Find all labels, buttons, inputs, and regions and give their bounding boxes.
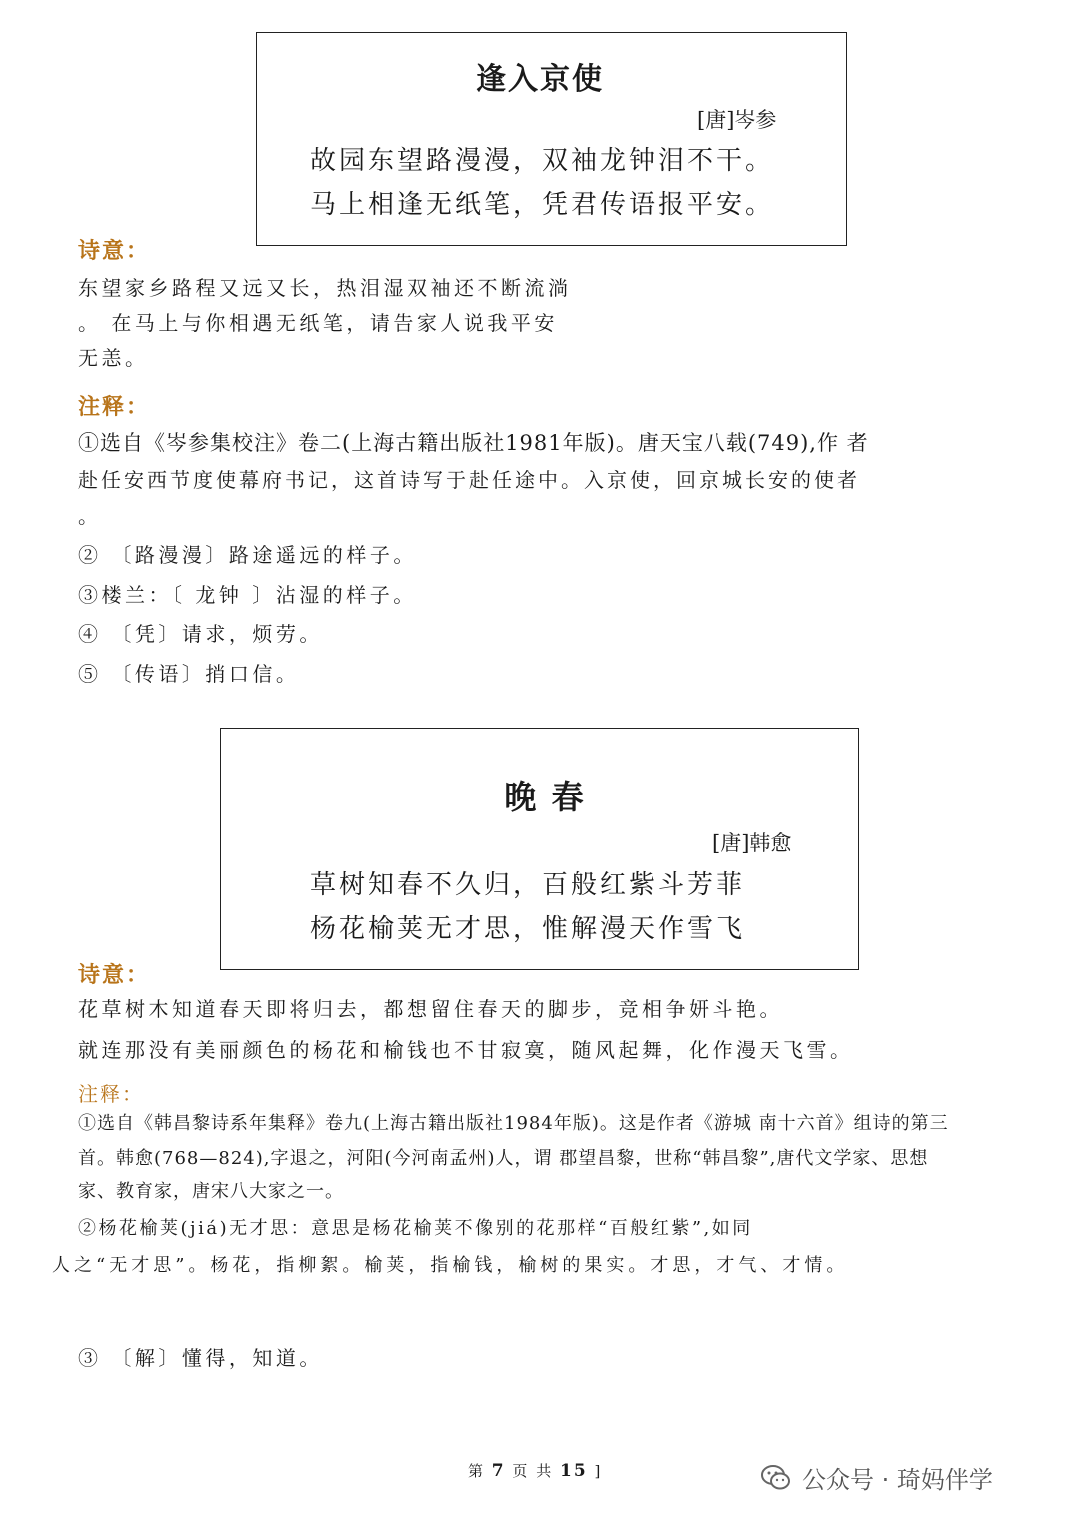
poem1-meaning-line-3: 无恙。 [78,346,149,370]
page-prefix: 第 [468,1462,486,1480]
page-mid: 页 共 [512,1462,554,1480]
poem1-line-2: 马上相逢无纸笔，凭君传语报平安。 [310,190,775,220]
poem2-note-line-4: ②杨花榆荚(jiá)无才思：意思是杨花榆荚不像别的花那样“百般红紫”,如同 [78,1218,753,1239]
poem1-note-line-6: ④ 〔凭〕请求，烦劳。 [78,622,323,646]
page-suffix: ] [594,1462,603,1480]
wechat-icon [760,1462,792,1494]
poem1-note-line-4: ② 〔路漫漫〕路途遥远的样子。 [78,543,417,567]
poem2-note-line-2: 首。韩愈(768—824),字退之，河阳(今河南孟州)人，谓 郡望昌黎，世称“韩昌黎”,唐代文学家、思想 [78,1148,929,1169]
poem1-note-line-7: ⑤ 〔传语〕捎口信。 [78,662,300,686]
poem2-note-line-1: ①选自《韩昌黎诗系年集释》卷九(上海古籍出版社1984年版)。这是作者《游城 南十六首》组诗的第三 [78,1113,949,1134]
total-pages: 15 [559,1461,588,1481]
poem1-title: 逢入京使 [476,62,604,97]
poem2-notes-heading: 注释： [78,1082,144,1106]
poem1-meaning-heading: 诗意： [78,238,151,264]
poem1-note-line-3: 。 [78,504,102,528]
poem1-line-1: 故园东望路漫漫，双袖龙钟泪不干。 [310,146,775,176]
poem2-note-line-5: 人之“无才思”。杨花，指柳絮。榆荚，指榆钱，榆树的果实。才思，才气、才情。 [52,1255,849,1276]
poem2-author: [唐]韩愈 [712,831,792,855]
page-number [468,1460,602,1481]
current-page: 7 [491,1461,506,1481]
poem1-meaning-line-2: 。 在马上与你相遇无纸笔，请告家人说我平安 [78,311,558,335]
poem2-meaning-line-1: 花草树木知道春天即将归去，都想留住春天的脚步，竞相争妍斗艳。 [78,997,783,1021]
poem1-notes-heading: 注释： [78,394,151,420]
poem2-line-1: 草树知春不久归，百般红紫斗芳菲 [310,870,746,900]
watermark [760,1460,993,1495]
watermark-text: 公众号 · 琦妈伴学 [802,1466,993,1494]
poem2-meaning-line-2: 就连那没有美丽颜色的杨花和榆钱也不甘寂寞，随风起舞，化作漫天飞雪。 [78,1038,854,1062]
poem1-note-line-5: ③楼兰：〔 龙钟 〕沾湿的样子。 [78,583,417,607]
poem1-meaning-line-1: 东望家乡路程又远又长，热泪湿双袖还不断流淌 [78,276,572,300]
poem2-line-2: 杨花榆荚无才思，惟解漫天作雪飞 [310,914,746,944]
poem2-note-line-6: ③ 〔解〕懂得，知道。 [78,1346,323,1370]
poem2-title: 晚 春 [504,778,586,816]
poem1-author: [唐]岑参 [697,108,777,132]
poem1-note-line-1: ①选自《岑参集校注》卷二(上海古籍出版社1981年版)。唐天宝八载(749),作 者 [78,431,869,455]
poem1-note-line-2: 赴任安西节度使幕府书记，这首诗写于赴任途中。入京使，回京城长安的使者 [78,468,860,492]
poem2-meaning-heading: 诗意： [78,962,151,988]
poem2-note-line-3: 家、教育家，唐宋八大家之一。 [78,1181,344,1202]
